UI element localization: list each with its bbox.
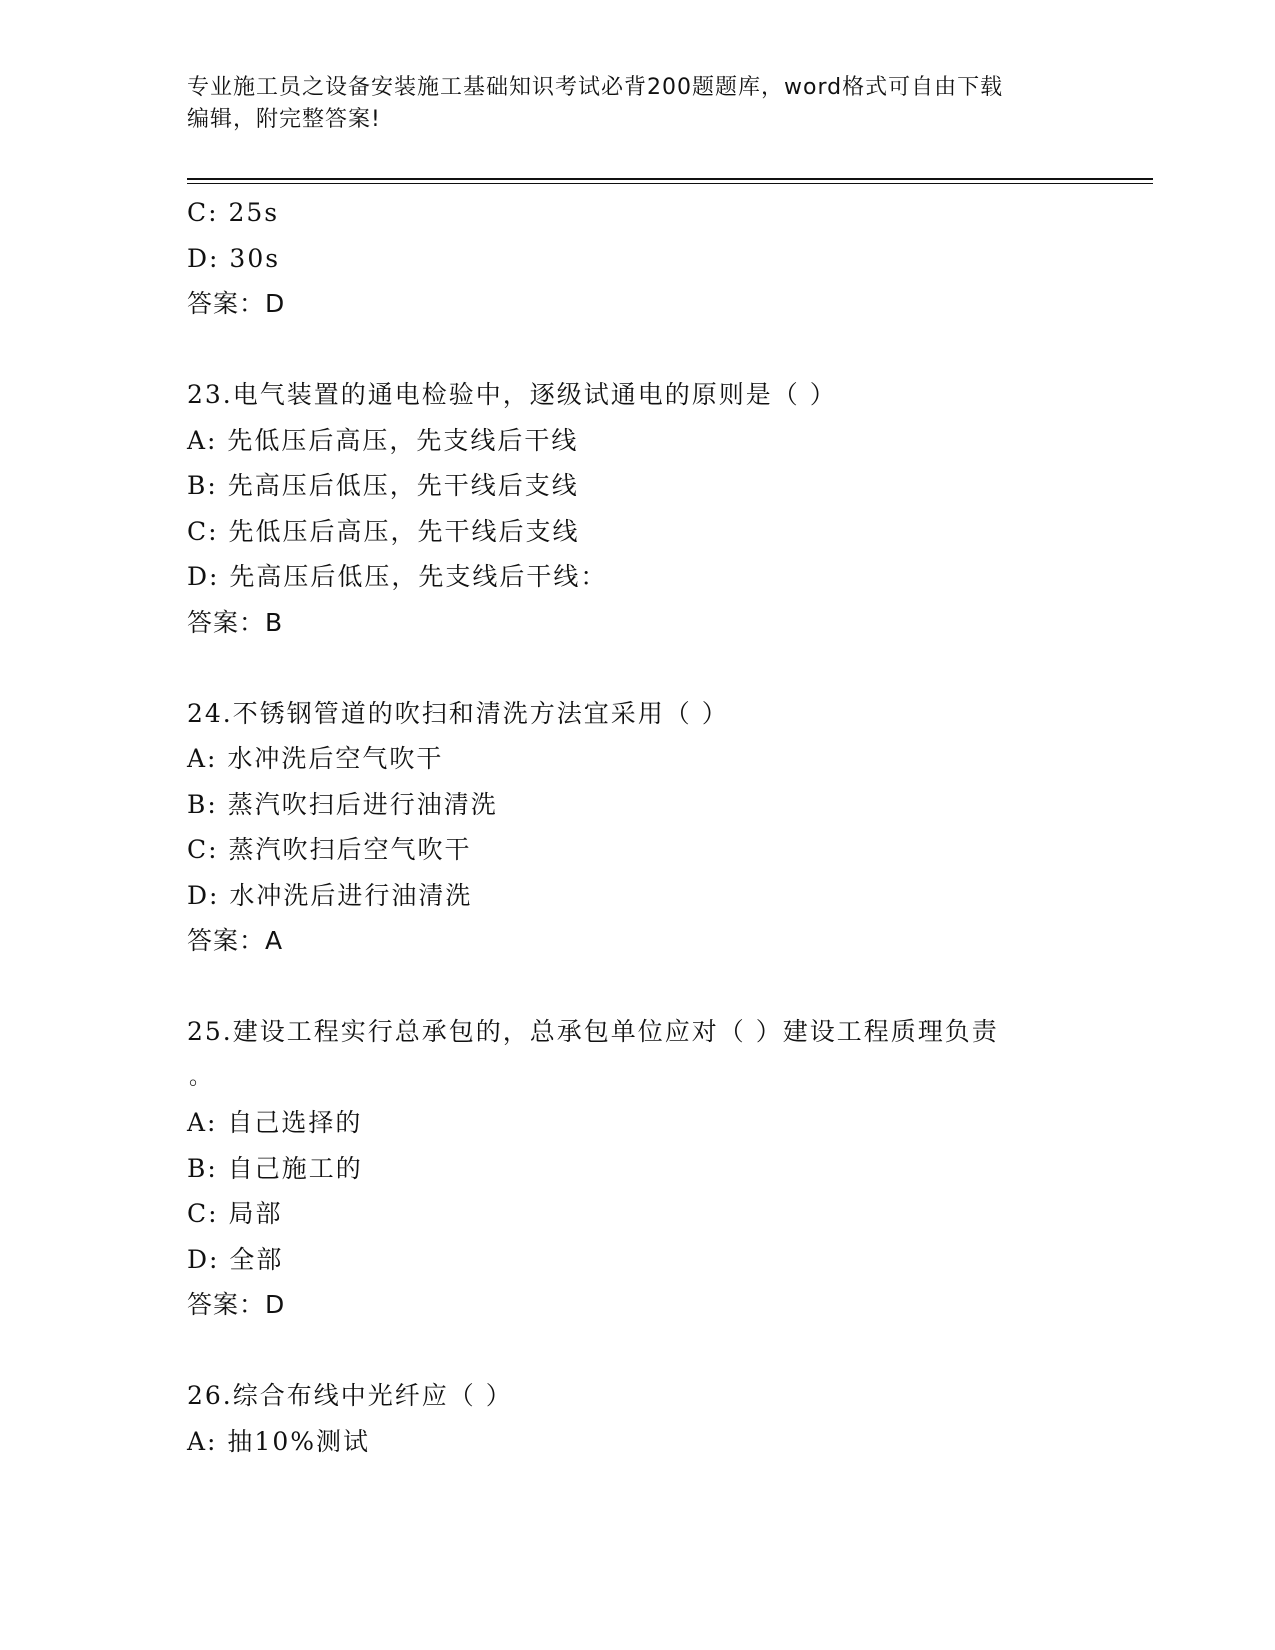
header-title-line-1: 专业施工员之设备安装施工基础知识考试必背200题题库，word格式可自由下载: [187, 75, 1004, 100]
option-c: C: 25s: [187, 198, 280, 227]
option-c: C: 先低压后高压，先干线后支线: [187, 516, 580, 546]
answer-line: 答案：D: [187, 1290, 286, 1319]
option-a: A: 水冲洗后空气吹干: [187, 744, 444, 773]
header-rule-thin: [187, 183, 1153, 184]
question-text: 25.建设工程实行总承包的，总承包单位应对（ ）建设工程质理负责: [187, 1017, 999, 1046]
question-text-continuation: 。: [189, 1064, 214, 1090]
header-title-line-2: 编辑，附完整答案!: [187, 107, 381, 132]
option-d: D: 全部: [187, 1244, 284, 1274]
option-b: B: 自己施工的: [187, 1153, 363, 1183]
spacer: [187, 1328, 1147, 1374]
option-a: A: 自己选择的: [187, 1108, 363, 1137]
question-text: 24.不锈钢管道的吹扫和清洗方法宜采用（ ）: [187, 698, 729, 728]
question-text: 26.综合布线中光纤应（ ）: [187, 1381, 513, 1410]
document-header: [187, 72, 1087, 136]
answer-line: 答案：B: [187, 607, 284, 637]
spacer: [187, 964, 1147, 1010]
header-rule-thick: [187, 178, 1153, 180]
spacer: [187, 327, 1147, 373]
answer-line: 答案：A: [187, 926, 284, 955]
question-list: [187, 190, 1147, 1464]
option-d: D: 水冲洗后进行油清洗: [187, 880, 473, 910]
spacer: [187, 645, 1147, 691]
answer-line: 答案：D: [187, 289, 286, 318]
option-b: B: 蒸汽吹扫后进行油清洗: [187, 789, 498, 819]
option-d: D: 先高压后低压，先支线后干线：: [187, 562, 608, 591]
option-d: D: 30s: [187, 243, 281, 273]
option-b: B: 先高压后低压，先干线后支线: [187, 471, 579, 500]
option-c: C: 蒸汽吹扫后空气吹干: [187, 835, 472, 864]
option-a: A: 抽10%测试: [187, 1426, 370, 1456]
option-c: C: 局部: [187, 1199, 283, 1228]
option-a: A: 先低压后高压，先支线后干线: [187, 425, 579, 455]
question-text: 23.电气装置的通电检验中，逐级试通电的原则是（ ）: [187, 380, 837, 409]
